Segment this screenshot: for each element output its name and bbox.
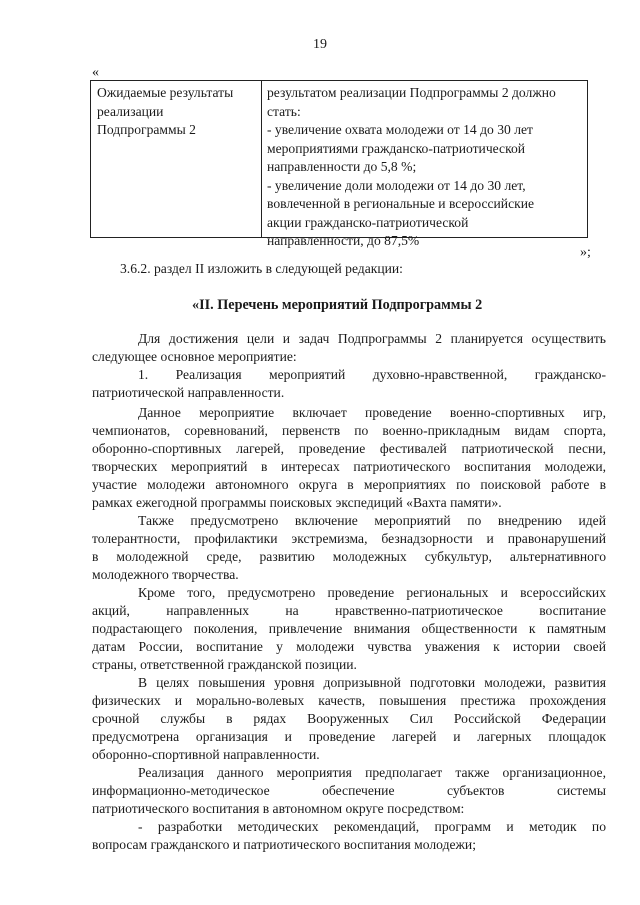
table-right-line: - увеличение охвата молодежи от 14 до 30 лет bbox=[267, 122, 533, 137]
paragraph-line: срочной службы в рядах Вооруженных Сил Российской Федерации bbox=[92, 711, 606, 726]
table-right-line: акции гражданско-патриотической bbox=[267, 214, 469, 230]
paragraph-line: патриотического воспитания в автономном округе посредством: bbox=[92, 801, 465, 816]
table-right-line: направленности, до 87,5% bbox=[267, 233, 420, 248]
table-left-line: реализации bbox=[97, 103, 164, 119]
paragraph-line: оборонно-спортивной направленности. bbox=[92, 747, 320, 762]
paragraph-line: оборонно-спортивных лагерей, проведение фестивалей патриотической песни, bbox=[92, 441, 606, 456]
table-right-cell bbox=[267, 84, 585, 251]
paragraph-line: молодежного творчества. bbox=[92, 567, 239, 582]
paragraph-line: следующее основное мероприятие: bbox=[92, 349, 297, 364]
amendment-line: 3.6.2. раздел II изложить в следующей редакции: bbox=[120, 261, 403, 276]
paragraph-line: чемпионатов, соревнований, первенств по военно-прикладным видам спорта, bbox=[92, 423, 606, 438]
paragraph-line: рамках ежегодной программы поисковых экспедиций «Вахта памяти». bbox=[92, 495, 502, 510]
table-right-line: результатом реализации Подпрограммы 2 должно bbox=[267, 85, 556, 100]
table-right-line: - увеличение доли молодежи от 14 до 30 лет, bbox=[267, 177, 526, 193]
table-divider bbox=[261, 81, 262, 237]
quote-open-mark: « bbox=[92, 65, 99, 80]
table-left-line: Подпрограммы 2 bbox=[97, 122, 196, 137]
paragraph-line: толерантности, профилактики экстремизма, безнадзорности и правонарушений bbox=[92, 531, 606, 546]
table-left-line: Ожидаемые результаты bbox=[97, 85, 234, 100]
paragraph-line: творческих мероприятий в интересах патриотического воспитания молодежи, bbox=[92, 459, 606, 474]
paragraph-line: предусмотрена организация и проведение лагерей и лагерных площадок bbox=[92, 729, 606, 744]
paragraph-line: Кроме того, предусмотрено проведение региональных и всероссийских bbox=[138, 585, 606, 600]
paragraph-line: В целях повышения уровня допризывной подготовки молодежи, развития bbox=[138, 675, 606, 690]
paragraph-line: подрастающего поколения, привлечение внимания общественности к памятным bbox=[92, 621, 606, 636]
paragraph-line: - разработки методических рекомендаций, программ и методик по bbox=[138, 819, 606, 834]
paragraph-line: страны, ответственной гражданской позиции. bbox=[92, 657, 357, 672]
paragraph-line: патриотической направленности. bbox=[92, 385, 285, 400]
table-right-line: направленности до 5,8 %; bbox=[267, 159, 417, 174]
paragraph-line: в молодежной среде, развитию молодежных субкультур, альтернативного bbox=[92, 549, 606, 564]
paragraph-line: физических и морально-волевых качеств, повышения престижа прохождения bbox=[92, 693, 606, 708]
table-right-line: вовлеченной в региональные и всероссийские bbox=[267, 196, 535, 211]
paragraph-line: 1. Реализация мероприятий духовно-нравственной, гражданско- bbox=[138, 367, 606, 382]
paragraph-line: информационно-методическое обеспечение субъектов системы bbox=[92, 783, 606, 798]
paragraph-line: Для достижения цели и задач Подпрограммы 2 планируется осуществить bbox=[138, 331, 606, 346]
paragraph-line: Реализация данного мероприятия предполагает также организационное, bbox=[138, 765, 606, 780]
table-right-line: стать: bbox=[267, 103, 301, 119]
table-right-line: мероприятиями гражданско-патриотической bbox=[267, 140, 526, 156]
page-number: 19 bbox=[313, 37, 327, 52]
paragraph-line: вопросам гражданского и патриотического воспитания молодежи; bbox=[92, 837, 476, 852]
quote-close-mark: »; bbox=[580, 245, 591, 260]
table-left-cell bbox=[97, 84, 257, 140]
paragraph-line: датам России, воспитание у молодежи чувства уважения к истории своей bbox=[92, 639, 606, 654]
results-table bbox=[90, 80, 588, 248]
paragraph-line: Данное мероприятие включает проведение военно-спортивных игр, bbox=[138, 405, 606, 420]
section-heading: «II. Перечень мероприятий Подпрограммы 2 bbox=[192, 297, 483, 313]
paragraph-line: акций, направленных на нравственно-патриотическое воспитание bbox=[92, 603, 606, 618]
paragraph-line: Также предусмотрено включение мероприятий по внедрению идей bbox=[138, 513, 606, 528]
paragraph-line: участие молодежи автономного округа в мероприятиях по поисковой работе в bbox=[92, 477, 606, 492]
